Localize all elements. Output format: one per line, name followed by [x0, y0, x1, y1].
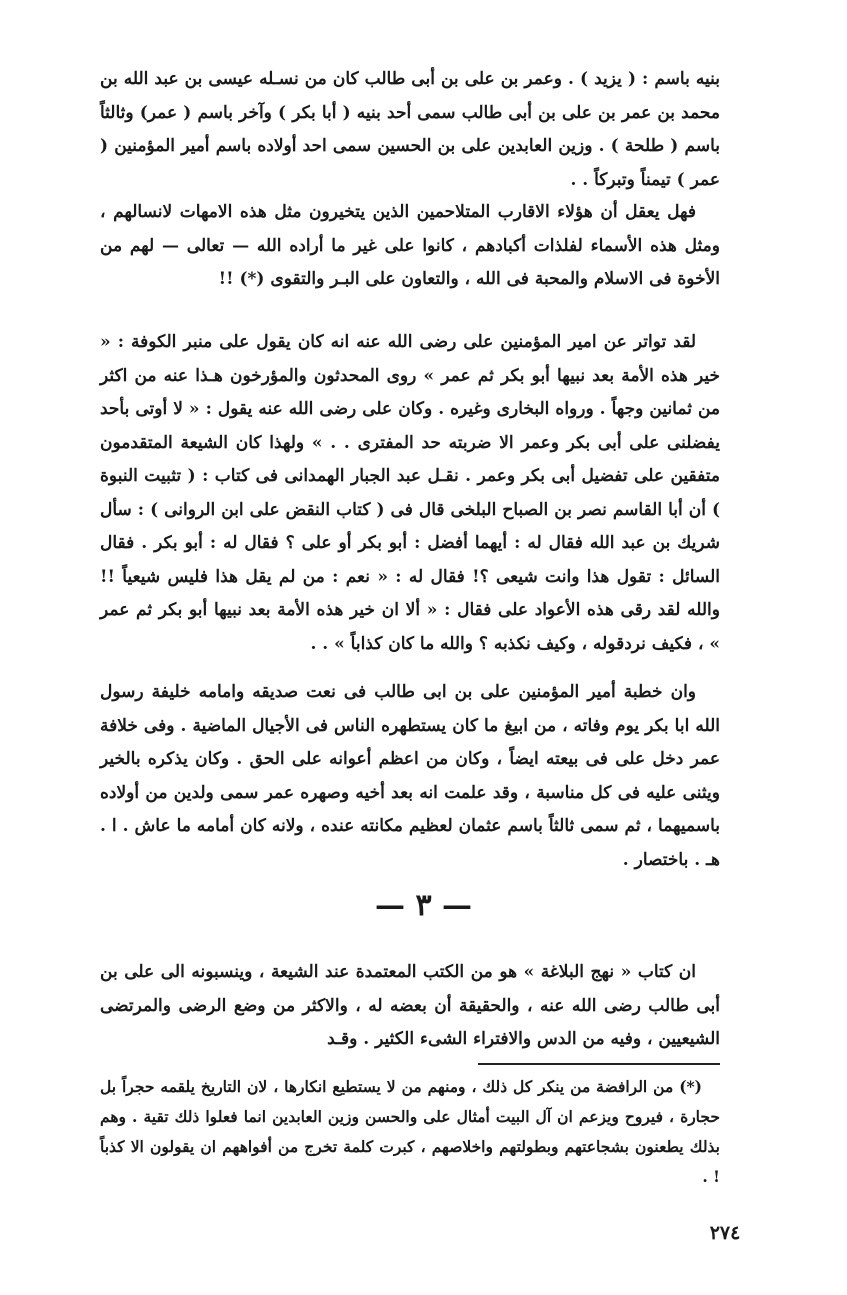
paragraph-1-text: بنيه باسم : ( يزيد ) . وعمر بن على بن أبى طالب كان من نسـله عيسى بن عبد الله بن محمد بن عمر بن على بن أبى طالب سمى أحد بنيه ( أبا بكر ) وآخر باسم ( عمر) وثالثاً باسم ( طلحة ) . وزين العابدين على بن الحسين سمى احد أولاده باسم أمير المؤمنين ( عمر ) تيمناً وتبركاً . .: [100, 69, 720, 190]
footnote: [100, 1072, 720, 1192]
paragraph-4: [100, 676, 720, 877]
paragraph-1: [100, 63, 720, 197]
paragraph-2-text: فهل يعقل أن هؤلاء الاقارب المتلاحمين الذين يتخيرون مثل هذه الامهات لانسالهم ، ومثل هذه الأسماء لفلذات أكبادهم ، كانوا على غير ما أراده الله — تعالى — لهم من الأخوة فى الاسلام والمحبة فى الله ، والتعاون على البـر والتقوى (*) !!: [100, 202, 720, 289]
paragraph-3-text: لقد تواتر عن امير المؤمنين على رضى الله عنه انه كان يقول على منبر الكوفة : « خير هذه الأمة بعد نبيها أبو بكر ثم عمر » روى المحدثون والمؤرخون هـذا عنه من اكثر من ثمانين وجهاً . ورواه البخارى وغيره . وكان على رضى الله عنه يقول : « لا أوتى بأحد يفضلنى على أبى بكر وعمر الا ضربته حد المفترى . . » ولهذا كان الشيعة المتقدمون متفقين على تفضيل أبى بكر وعمر . نقـل عبد الجبار الهمدانى فى كتاب : ( تثبيت النبوة ) أن أبا القاسم نصر بن الصباح البلخى قال فى ( كتاب النقض على ابن الروانى ) : سأل شريك بن عبد الله فقال له : أيهما أفضل : أبو بكر أو على ؟ فقال له : أبو بكر . فقال السائل : تقول هذا وانت شيعى ؟! فقال له : « نعم : من لم يقل هذا فليس شيعياً !! والله لقد رقى هذه الأعواد على فقال : « ألا ان خير هذه الأمة بعد نبيها أبو بكر ثم عمر » ، فكيف نردقوله ، وكيف نكذبه ؟ والله ما كان كذاباً » . .: [100, 332, 720, 654]
page-number: ٢٧٤: [709, 1222, 741, 1244]
footnote-divider: [478, 1063, 720, 1065]
section-number: — ٣ —: [374, 888, 473, 923]
paragraph-4-text: وان خطبة أمير المؤمنين على بن ابى طالب فى نعت صديقه وامامه خليفة رسول الله ابا بكر يوم وفاته ، من ابيغ ما كان يستطهره الناس فى الأجيال الماضية . وفى خلافة عمر دخل على فى بيعته ايضاً ، وكان من اعظم أعوانه على الحق . وكان يذكره بالخير ويثنى عليه فى كل مناسبة ، وقد علمت انه بعد أخيه وصهره عمر سمى ولدين من أولاده باسميهما ، ثم سمى ثالثاً باسم عثمان لعظيم مكانته عنده ، ولانه كان أمامه ما عاش . ا . هـ . باختصار .: [100, 682, 720, 870]
paragraph-2: [100, 196, 720, 297]
paragraph-5: [100, 956, 720, 1057]
paragraph-5-text: ان كتاب « نهج البلاغة » هو من الكتب المعتمدة عند الشيعة ، وينسبونه الى على بن أبى طالب رضى الله عنه ، والحقيقة أن بعضه له ، والاكثر من وضع الرضى والمرتضى الشيعيين ، وفيه من الدس والافتراء الشىء الكثير . وقـد: [100, 962, 720, 1049]
footnote-text: (*) من الرافضة من ينكر كل ذلك ، ومنهم من لا يستطيع انكارها ، لان التاريخ يلقمه حجراً بل حجارة ، فيروح ويزعم ان آل البيت أمثال على والحسن وزين العابدين انما فعلوا ذلك تقية . وهم بذلك يطعنون بشجاعتهم وبطولتهم واخلاصهم ، كبرت كلمة تخرج من أفواههم ان يقولون الا كذباً ! .: [100, 1077, 720, 1186]
paragraph-3: [100, 326, 720, 661]
